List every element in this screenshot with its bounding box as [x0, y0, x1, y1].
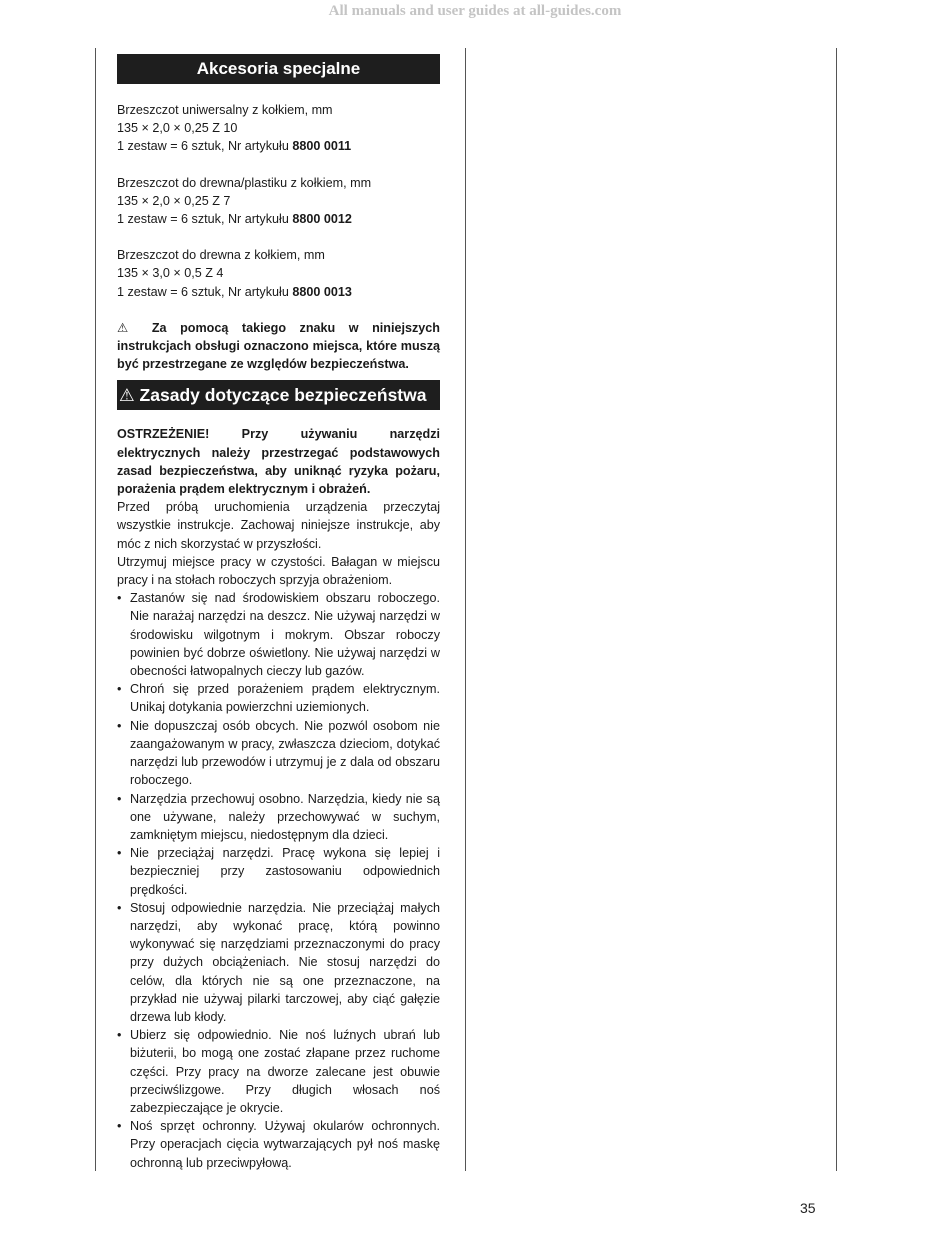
list-item: • Stosuj odpowiednie narzędzia. Nie przeciążaj małych narzędzi, aby wykonać pracę, którą powinno wykonywać się narzędziami przeznaczonymi do pracy przy dużych obciążeniach. Nie stosuj narzędzi do celów, dla których nie są one przeznaczone, na przykład nie używaj pilarki tarczowej, aby ciąć gałęzie drzewa lub kłody. [117, 899, 440, 1026]
accessory-name: Brzeszczot do drewna/plastiku z kołkiem, mm [117, 175, 372, 190]
watermark: All manuals and user guides at all-guides.com [328, 3, 622, 19]
accessory-name: Brzeszczot uniwersalny z kołkiem, mm [117, 103, 333, 117]
accessories-heading: Akcesoria specjalne [117, 54, 440, 84]
safety-section [117, 380, 440, 1171]
accessory-set-text: 1 zestaw = 6 sztuk, Nr artykułu [117, 212, 293, 227]
list-item: • Noś sprzęt ochronny. Używaj okularów ochronnych. Przy operacjach cięcia wytwarzających pył noś maskę ochronną lub przeciwpyłową. [117, 1117, 440, 1172]
accessory-dimensions: 135 × 2,0 × 0,25 Z 10 [117, 121, 238, 136]
article-number: 8800 0011 [292, 139, 352, 154]
column-divider-middle [465, 48, 466, 1171]
accessory-item [117, 246, 440, 301]
page-number: 35 [800, 1200, 816, 1216]
article-number: 8800 0013 [292, 284, 352, 299]
accessory-order-line [117, 137, 440, 155]
accessory-order-line [117, 210, 440, 228]
list-item: • Chroń się przed porażeniem prądem elektrycznym. Unikaj dotykania powierzchni uziemionych. [117, 680, 440, 716]
accessory-set-text: 1 zestaw = 6 sztuk, Nr artykułu [117, 139, 293, 154]
warning-symbol-note: ⚠ Za pomocą takiego znaku w niniejszych instrukcjach obsługi oznaczono miejsca, które muszą być przestrzegane ze względów bezpieczeństwa. [117, 320, 440, 372]
safety-rules-list [117, 589, 440, 1172]
accessory-dimensions: 135 × 2,0 × 0,25 Z 7 [117, 193, 231, 208]
safety-warning: OSTRZEŻENIE! Przy używaniu narzędzi elektrycznych należy przestrzegać podstawowych zasad bezpieczeństwa, aby uniknąć ryzyka pożaru, porażenia prądem elektrycznym i obrażeń. [117, 427, 440, 497]
list-item: • Zastanów się nad środowiskiem obszaru roboczego. Nie narażaj narzędzi na deszcz. Nie używaj narzędzi w środowisku wilgotnym i mokrym. Obszar roboczy powinien być dobrze oświetlony. Nie używaj narzędzi w obecności łatwopalnych cieczy lub gazów. [117, 589, 440, 680]
safety-intro-read: Przed próbą uruchomienia urządzenia przeczytaj wszystkie instrukcje. Zachowaj niniejsze instrukcje, aby móc z nich skorzystać w przyszłości. [117, 500, 440, 551]
accessory-dimensions: 135 × 3,0 × 0,5 Z 4 [117, 266, 224, 281]
list-item: • Ubierz się odpowiednio. Nie noś luźnych ubrań lub biżuterii, bo mogą one zostać złapane przez ruchome części. Przy pracy na dworze zalecane jest obuwie przeciwślizgowe. Przy długich włosach noś zabezpieczające je okrycie. [117, 1026, 440, 1117]
safety-heading: ⚠ Zasady dotyczące bezpieczeństwa [117, 380, 440, 410]
article-number: 8800 0012 [292, 212, 352, 227]
list-item: • Nie przeciążaj narzędzi. Pracę wykona się lepiej i bezpieczniej przy zastosowaniu odpowiednich prędkości. [117, 844, 440, 899]
safety-intro-clean: Utrzymuj miejsce pracy w czystości. Bałagan w miejscu pracy i na stołach roboczych sprzyja obrażeniom. [117, 554, 440, 588]
list-item: • Narzędzia przechowuj osobno. Narzędzia, kiedy nie są one używane, należy przechowywać w suchym, zamkniętym miejscu, niedostępnym dla dzieci. [117, 790, 440, 845]
accessory-order-line [117, 283, 440, 301]
list-item: • Nie dopuszczaj osób obcych. Nie pozwól osobom nie zaangażowanym w pracy, zwłaszcza dzieciom, dotykać narzędzi lub przewodów i utrzymuj je z dala od obszaru roboczego. [117, 717, 440, 790]
column-divider-right [836, 48, 837, 1171]
accessory-set-text: 1 zestaw = 6 sztuk, Nr artykułu [117, 284, 293, 299]
accessory-item [117, 101, 440, 156]
accessory-name: Brzeszczot do drewna z kołkiem, mm [117, 248, 325, 263]
accessory-item [117, 174, 440, 229]
column-divider-left [95, 48, 96, 1171]
left-column [117, 54, 440, 1172]
